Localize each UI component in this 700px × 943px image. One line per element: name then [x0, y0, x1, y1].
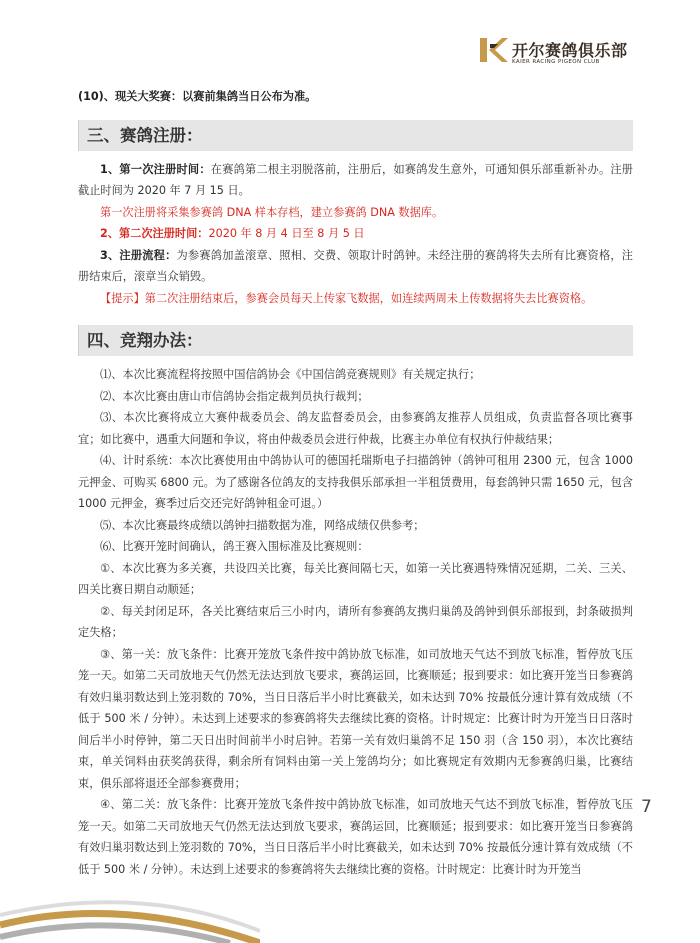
decorative-stripes-icon — [0, 855, 260, 943]
document-body — [78, 86, 633, 880]
rule-paragraph: ⑷、计时系统：本次比赛使用由中鸽协认可的德国托瑞斯电子扫描鸽钟（鸽钟可租用 2300 元，包含 1000 元押金、可购买 6800 元。为了感谢各位鸽友的支持我俱乐部承担一半租赁费用，每套鸽钟只需 1650 元，包含 1000 元押金，赛季过后交还完好鸽钟租金可退。） — [78, 454, 633, 510]
registration-item-2-text: 2020 年 8 月 4 日至 8 月 5 日 — [208, 227, 365, 240]
club-logo-en: KAIER RACING PIGEON CLUB — [512, 59, 600, 65]
section-4-title: 四、竞翔办法： — [87, 331, 203, 350]
club-logo-cn: 开尔赛鸽俱乐部 — [512, 41, 628, 60]
section-3-header — [78, 120, 633, 151]
rule-paragraph: ⑵、本次比赛由唐山市信鸽协会指定裁判员执行裁判； — [100, 389, 369, 403]
registration-item-1 — [78, 159, 633, 202]
club-logo — [478, 34, 668, 74]
registration-item-3-text: 为参赛鸽加盖滚章、照相、交费、领取计时鸽钟。未经注册的赛鸽将失去所有比赛资格，注册结束后，滚章当众销毁。 — [78, 248, 633, 283]
intro-line: (10)、现关大奖赛：以赛前集鸽当日公布为准。 — [78, 90, 317, 103]
rule-paragraph: ⑴、本次比赛流程将按照中国信鸽协会《中国信鸽竞赛规则》有关规定执行； — [100, 368, 481, 381]
registration-item-1-label: 1、第一次注册时间： — [100, 162, 211, 176]
page-number: 7 — [641, 797, 652, 817]
registration-item-2 — [78, 223, 633, 245]
section-4-header — [78, 325, 633, 356]
rule-paragraph: ③、第一关：放飞条件：比赛开笼放飞条件按中鸽协放飞标准，如司放地天气达不到放飞标准，暂停放飞压笼一天。如第二天司放地天气仍然无法达到放飞要求，赛鸽运回，比赛顺延；报到要求：如比赛开笼当日参赛鸽有效归巢羽数达到上笼羽数的 70%，当日日落后半小时比赛截关，如未达到 70% 按最低分速计算有效成绩（不低于 500 米 / 分钟）。未达到上述要求的参赛鸽将失去继续比赛的资格。计时规定：比赛计时为开笼当日日落时间后半小时停钟，第二天日出时间前半小时启钟。若第一关有效归巢鸽不足 150 羽（含 150 羽），本次比赛结束，单关饲料由获奖鸽获得，剩余所有饲料由第一关上笼鸽均分；如比赛规定有效期内无参赛鸽归巢，比赛结束，俱乐部将退还全部参赛费用； — [78, 647, 633, 790]
rule-paragraph: ①、本次比赛为多关赛，共设四关比赛，每关比赛间隔七天，如第一关比赛遇特殊情况延期，二关、三关、四关比赛日期自动顺延； — [78, 561, 633, 596]
section-3-title: 三、赛鸽注册： — [87, 125, 203, 145]
rule-paragraph: ⑸、本次比赛最终成绩以鸽钟扫描数据为准，网络成绩仅供参考； — [100, 518, 425, 532]
registration-item-1-text: 在赛鸽第二根主羽脱落前，注册后，如赛鸽发生意外，可通知俱乐部重新补办。注册截止时间为 2020 年 7 月 15 日。 — [78, 162, 633, 197]
registration-item-3-label: 3、注册流程： — [100, 248, 177, 262]
rule-paragraph: ⑹、比赛开笼时间确认，鸽王赛入围标准及比赛规则： — [100, 540, 369, 553]
rule-paragraph: ②、每关封闭足环，各关比赛结束后三小时内，请所有参赛鸽友携归巢鸽及鸽钟到俱乐部报到，封条破损判定失格； — [78, 604, 633, 639]
registration-tip: 【提示】第二次注册结束后，参赛会员每天上传家飞数据，如连续两周未上传数据将失去比赛资格。 — [100, 291, 593, 305]
rule-paragraph: ⑶、本次比赛将成立大赛仲裁委员会、鸽友监督委员会，由参赛鸽友推荐人员组成，负责监督各项比赛事宜；如比赛中，遇重大问题和争议，将由仲裁委员会进行仲裁，比赛主办单位有权执行仲裁结果； — [78, 411, 633, 446]
registration-item-1-note: 第一次注册将采集参赛鸽 DNA 样本存档，建立参赛鸽 DNA 数据库。 — [100, 205, 444, 219]
registration-item-2-label: 2、第二次注册时间： — [100, 227, 209, 240]
rule-paragraph: ④、第二关：放飞条件：比赛开笼放飞条件按中鸽协放飞标准，如司放地天气达不到放飞标准，暂停放飞压笼一天。如第二天司放地天气仍然无法达到放飞要求，赛鸽运回，比赛顺延；报到要求：如比赛开笼当日参赛鸽有效归巢羽数达到上笼羽数的 70%，当日日落后半小时比赛截关，如未达到 70% 按最低分速计算有效成绩（不低于 500 米 / 分钟）。未达到上述要求的参赛鸽将失去继续比赛的资格。计时规定：比赛计时为开笼当 — [78, 798, 633, 876]
club-logo-mark-icon — [478, 36, 508, 64]
registration-item-3 — [78, 245, 633, 288]
